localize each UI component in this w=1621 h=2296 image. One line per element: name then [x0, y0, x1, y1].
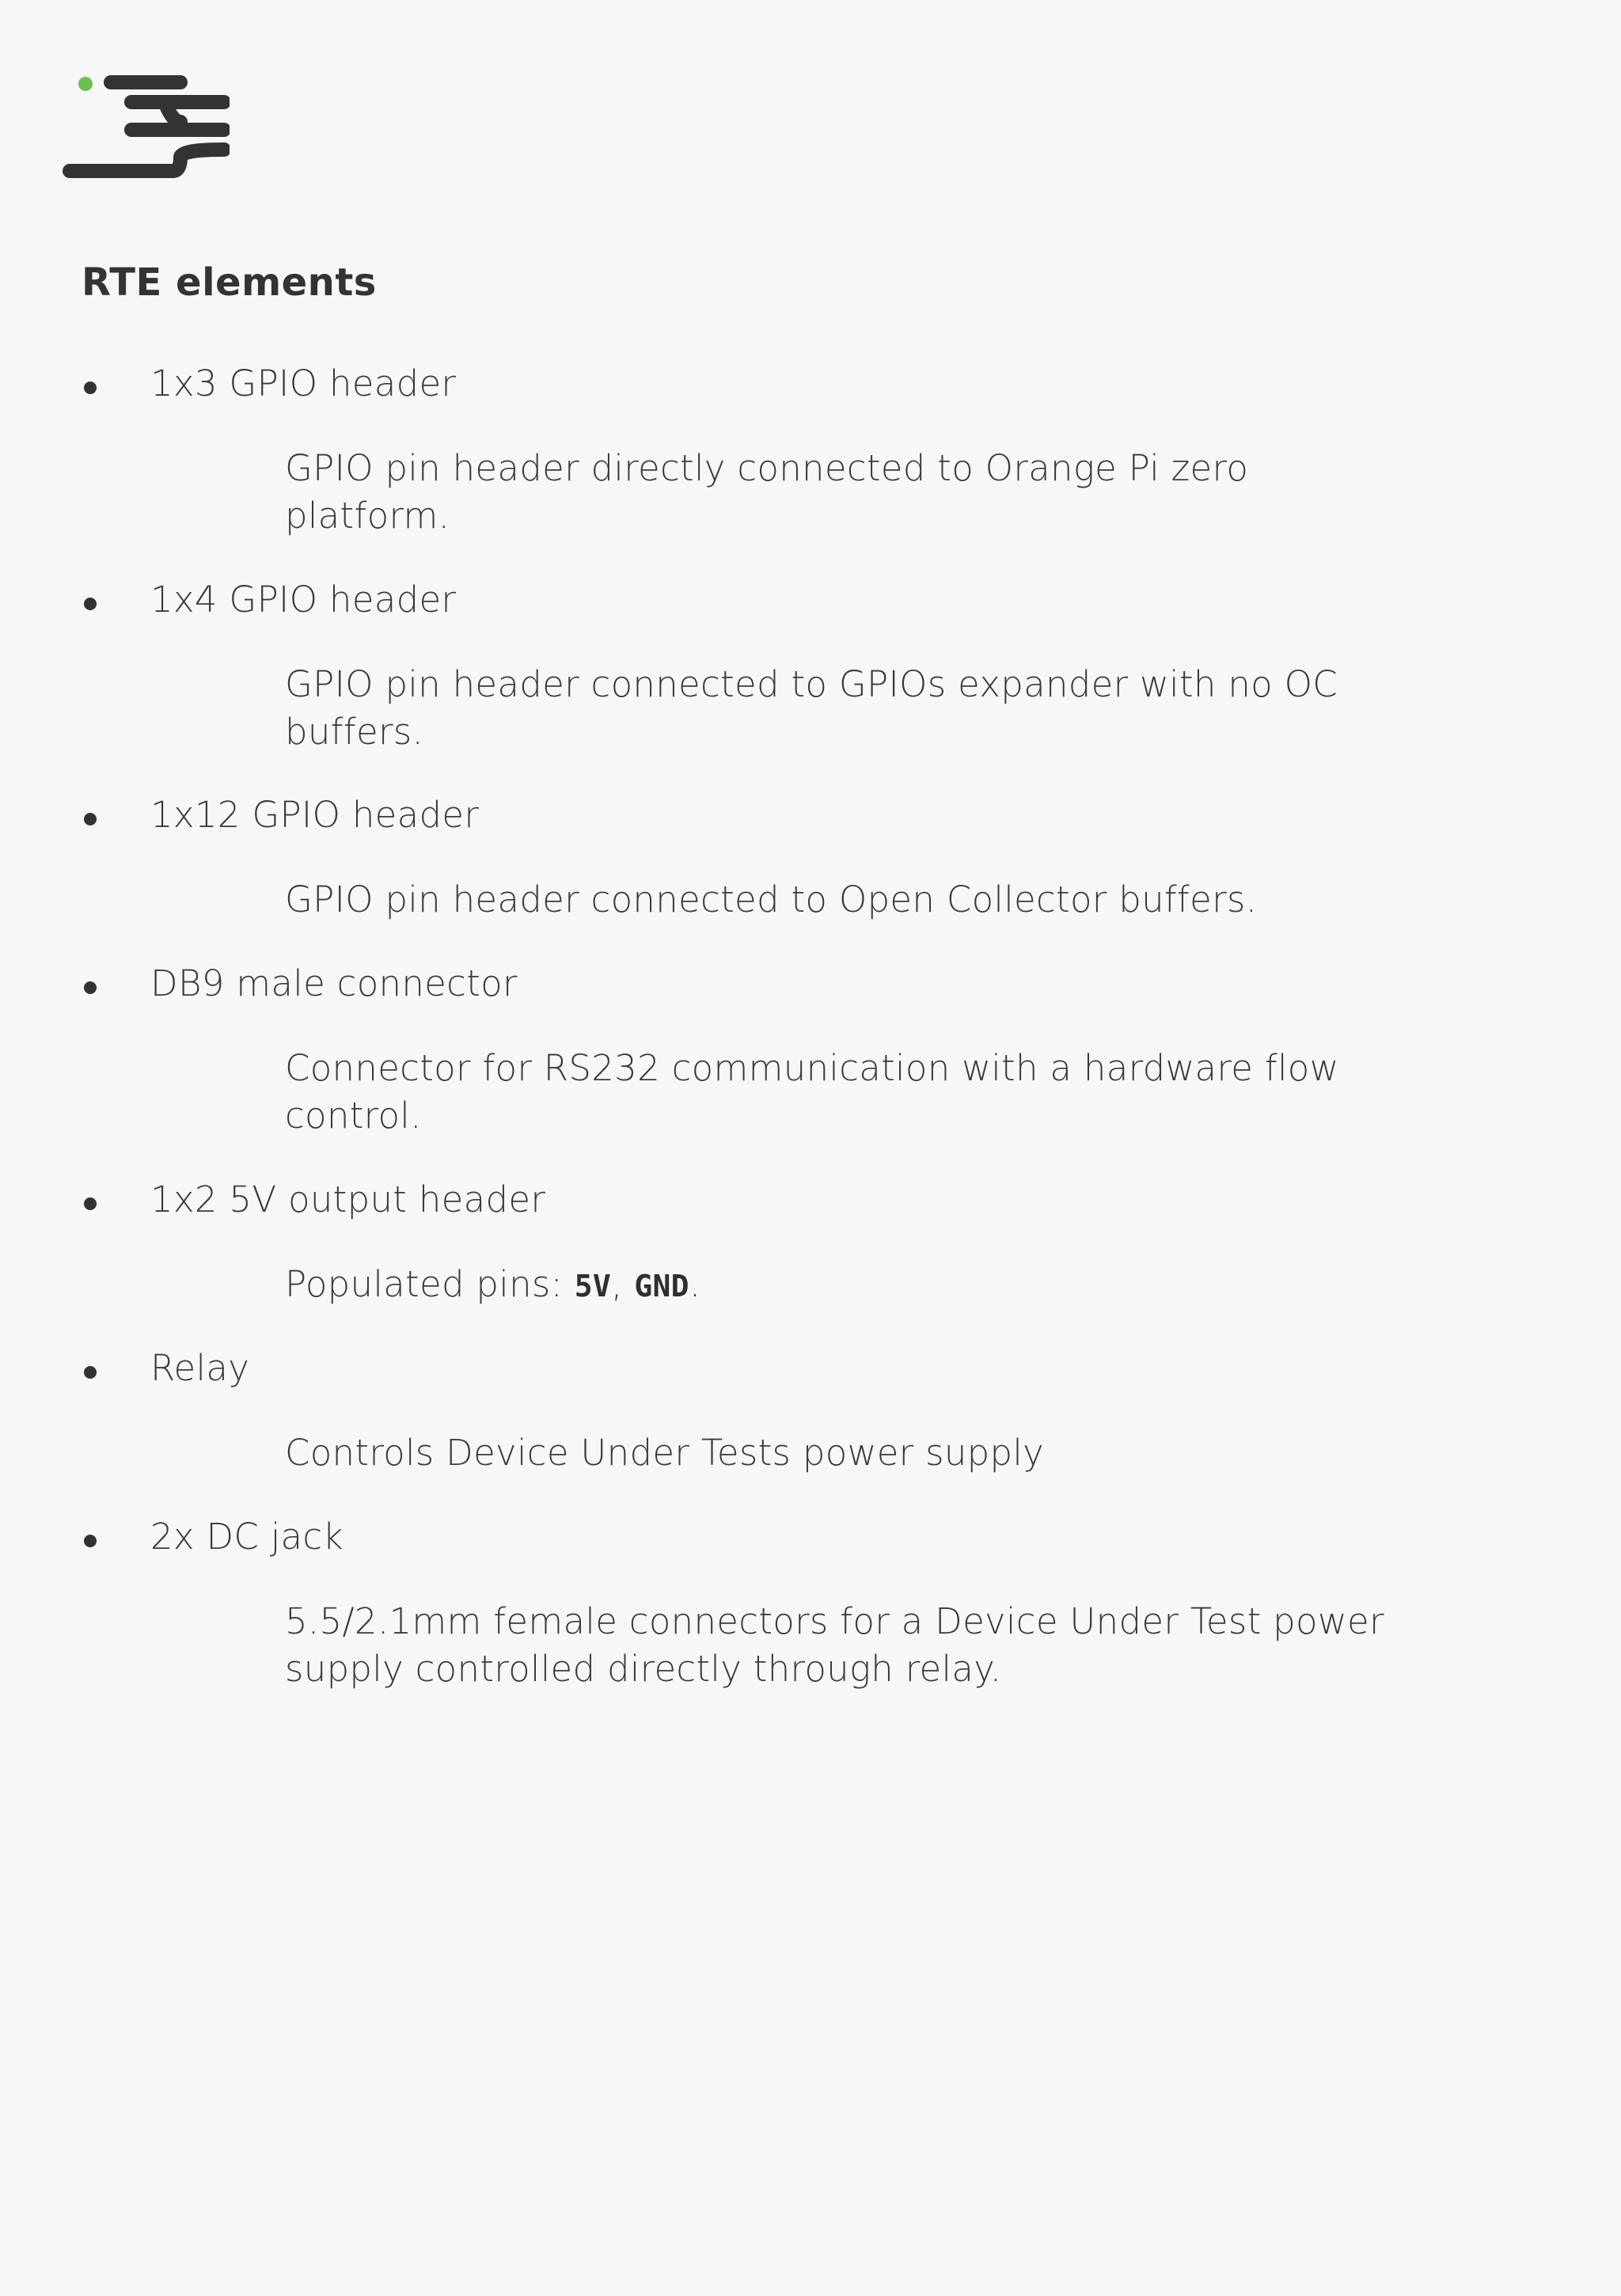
- item-description: [285, 445, 1393, 540]
- description-line: GPIO pin header connected to GPIOs expander with no OC: [285, 663, 1338, 705]
- description-line: supply controlled directly through relay.: [285, 1648, 1002, 1690]
- item-description: [285, 661, 1393, 756]
- bullet-icon: [84, 1197, 97, 1210]
- item-label: 1x2 5V output header: [150, 1178, 546, 1220]
- bullet-icon: [84, 598, 97, 610]
- description-line: Connector for RS232 communication with a hardware flow: [285, 1047, 1339, 1089]
- item-description: [285, 1598, 1393, 1693]
- description-text: Populated pins:: [285, 1263, 575, 1305]
- item-description: [285, 1261, 1393, 1310]
- page-title: RTE elements: [82, 260, 377, 305]
- item-label: DB9 male connector: [150, 962, 518, 1004]
- 3mdeb-logo-icon: [62, 74, 230, 182]
- bullet-icon: [84, 1366, 97, 1379]
- code-5v: 5V: [574, 1269, 612, 1304]
- separator-text: ,: [611, 1263, 635, 1305]
- item-description: [285, 1045, 1393, 1140]
- bullet-icon: [84, 381, 97, 394]
- description-line: platform.: [285, 495, 450, 537]
- suffix-text: .: [689, 1263, 701, 1305]
- code-gnd: GND: [634, 1269, 689, 1304]
- item-label: 2x DC jack: [150, 1516, 344, 1558]
- item-description: [285, 1429, 1393, 1477]
- description-line: Controls Device Under Tests power supply: [285, 1432, 1045, 1474]
- item-label: 1x12 GPIO header: [150, 794, 480, 836]
- bullet-icon: [84, 813, 97, 825]
- item-label: Relay: [150, 1347, 250, 1389]
- description-line: GPIO pin header directly connected to Orange Pi zero: [285, 447, 1249, 489]
- description-line: GPIO pin header connected to Open Collector buffers.: [285, 879, 1258, 920]
- bullet-icon: [84, 1535, 97, 1547]
- item-label: 1x3 GPIO header: [150, 362, 457, 404]
- item-description: [285, 876, 1393, 924]
- description-line: 5.5/2.1mm female connectors for a Device Under Test power: [285, 1600, 1384, 1642]
- bullet-icon: [84, 981, 97, 994]
- description-line: buffers.: [285, 711, 424, 753]
- item-label: 1x4 GPIO header: [150, 579, 457, 620]
- description-line: control.: [285, 1095, 422, 1137]
